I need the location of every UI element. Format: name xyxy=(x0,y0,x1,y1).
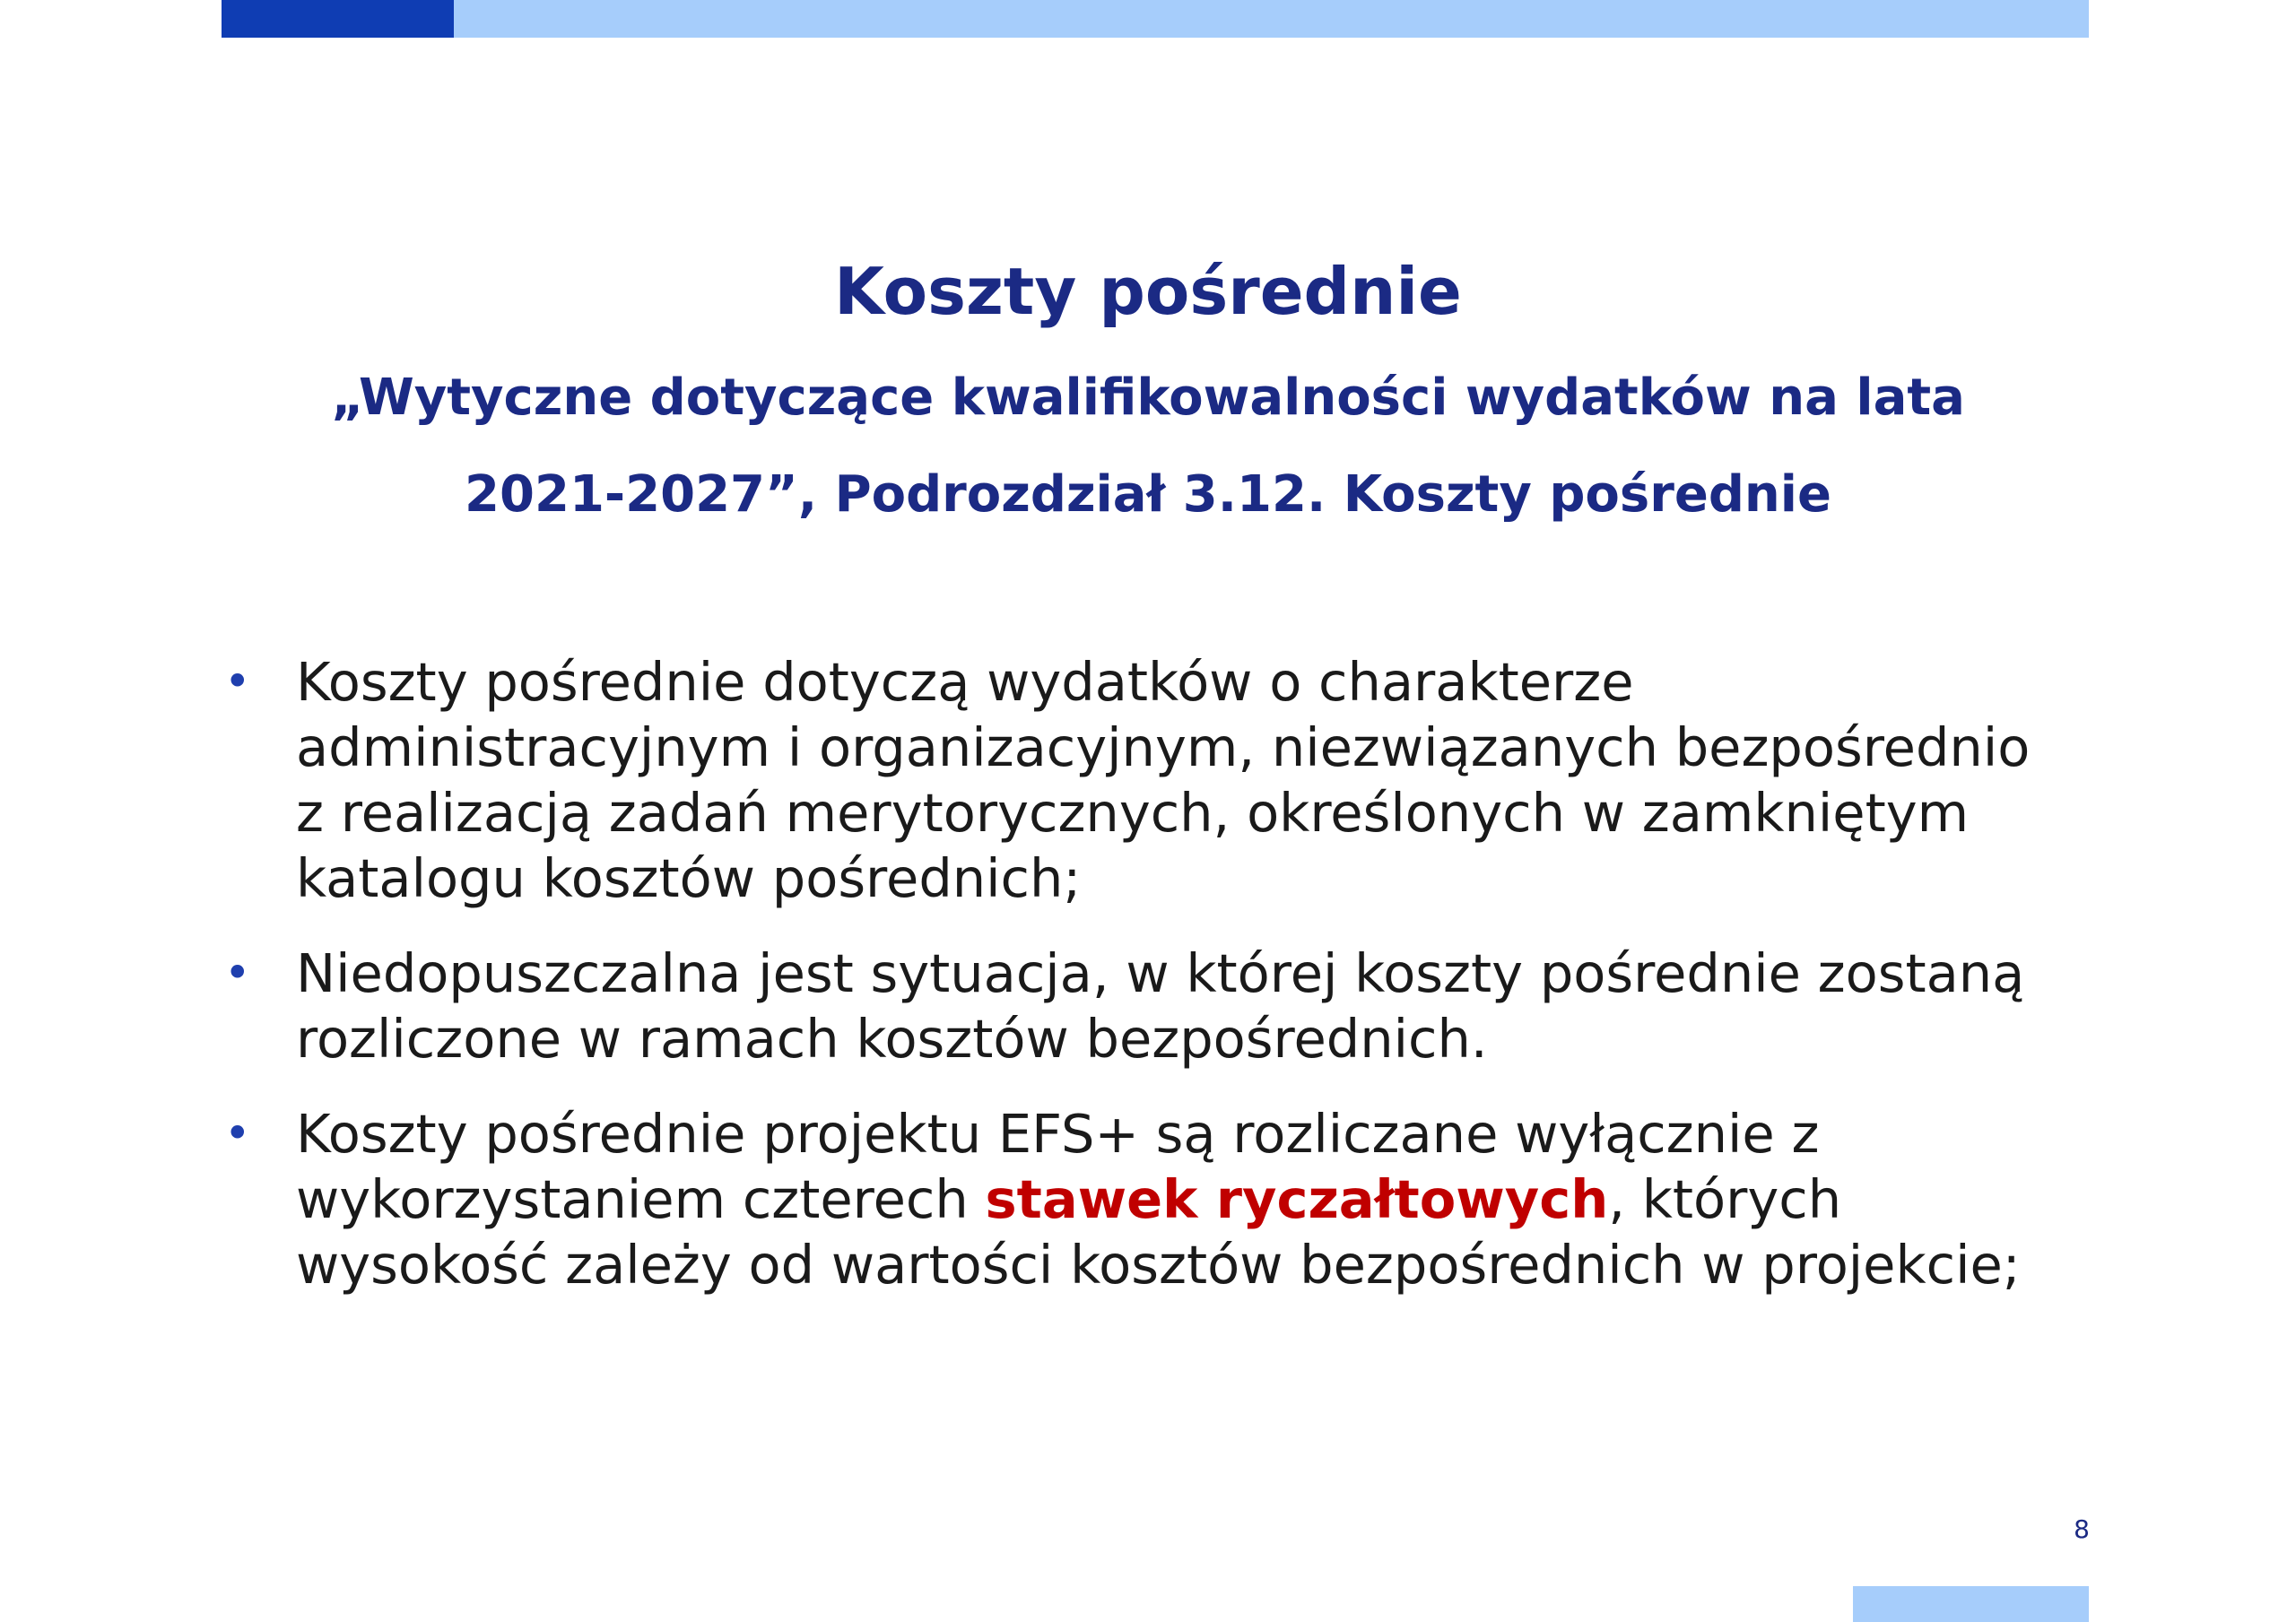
bullet-highlight: stawek ryczałtowych xyxy=(985,1168,1609,1230)
bullet-text-before: Koszty pośrednie projektu EFS+ są rozliczane wyłącznie z wykorzystaniem czterech xyxy=(296,1103,1820,1230)
header-accent-bar-light xyxy=(454,0,2089,38)
page-number: 8 xyxy=(2074,1514,2090,1544)
bullet-item-1 xyxy=(212,649,2059,911)
header-accent-bar-dark xyxy=(222,0,454,38)
footer-accent-bar xyxy=(1853,1586,2089,1622)
bullet-item-2 xyxy=(212,941,2059,1071)
bullet-item-3 xyxy=(212,1101,2059,1297)
slide-title: Koszty pośrednie xyxy=(834,254,1462,329)
slide-subtitle: „Wytyczne dotyczące kwalifikowalności wydatków na lata 2021-2027”, Podrozdział 3.12. Koszty pośrednie xyxy=(331,369,1965,524)
bullet-list xyxy=(212,649,2059,1327)
bullet-icon: • xyxy=(224,947,251,999)
bullet-text-after: , których wysokość zależy od wartości kosztów bezpośrednich w projekcie; xyxy=(296,1168,2021,1296)
bullet-text: Niedopuszczalna jest sytuacja, w której koszty pośrednie zostaną rozliczone w ramach kosztów bezpośrednich. xyxy=(296,942,2025,1070)
bullet-icon: • xyxy=(224,655,251,707)
bullet-text: Koszty pośrednie dotyczą wydatków o charakterze administracyjnym i organizacyjnym, niezwiązanych bezpośrednio z realizacją zadań merytorycznych, określonych w zamkniętym katalogu kosztów pośrednich; xyxy=(296,651,2031,909)
bullet-icon: • xyxy=(224,1107,251,1159)
